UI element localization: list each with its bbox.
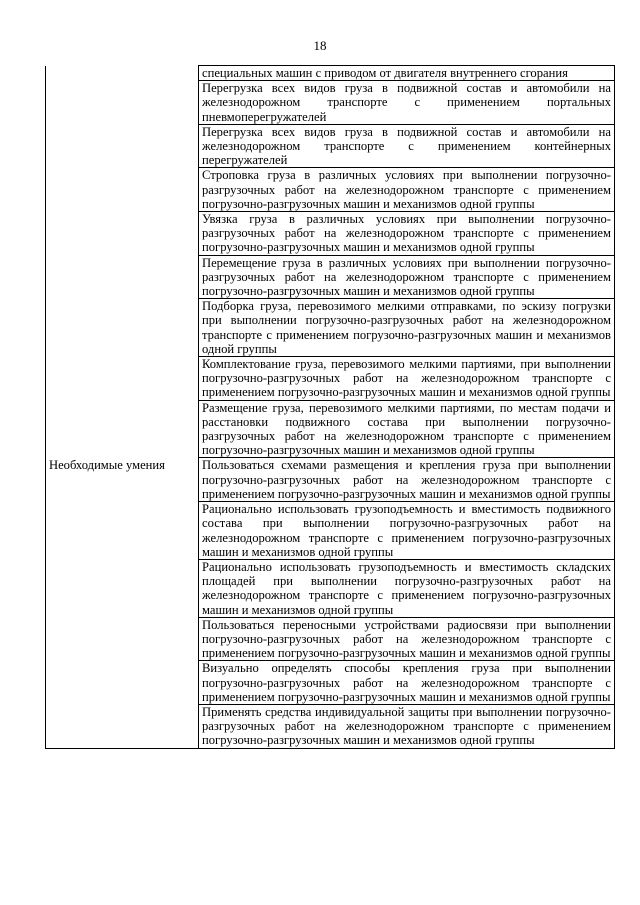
table-cell: Пользоваться схемами размещения и крепления груза при выполнении погрузочно-разгрузочных работ на железнодорожном транспорте с применением погрузочно-разгрузочных машин и механизмов одной группы bbox=[199, 458, 615, 502]
table-cell: Визуально определять способы крепления груза при выполнении погрузочно-разгрузочных работ на железнодорожном транспорте с применением погрузочно-разгрузочных машин и механизмов одной группы bbox=[199, 661, 615, 705]
table-cell: Строповка груза в различных условиях при выполнении погрузочно-разгрузочных работ на железнодорожном транспорте с применением погрузочно-разгрузочных машин и механизмов одной группы bbox=[199, 168, 615, 212]
table-cell: Применять средства индивидуальной защиты при выполнении погрузочно-разгрузочных работ на железнодорожном транспорте с применением погрузочно-разгрузочных машин и механизмов одной группы bbox=[199, 704, 615, 748]
table-cell: Подборка груза, перевозимого мелкими отправками, по эскизу погрузки при выполнении погрузочно-разгрузочных работ на железнодорожном транспорте с применением погрузочно-разгрузочных машин и механизмов одной группы bbox=[199, 299, 615, 357]
table-cell: Перегрузка всех видов груза в подвижной состав и автомобили на железнодорожном транспорте с применением контейнерных перегружателей bbox=[199, 124, 615, 168]
table-cell: специальных машин с приводом от двигателя внутреннего сгорания bbox=[199, 66, 615, 81]
table-cell: Перемещение груза в различных условиях при выполнении погрузочно-разгрузочных работ на железнодорожном транспорте с применением погрузочно-разгрузочных машин и механизмов одной группы bbox=[199, 255, 615, 299]
skills-label: Необходимые умения bbox=[46, 458, 199, 748]
page-number: 18 bbox=[313, 38, 327, 53]
table-cell: Увязка груза в различных условиях при выполнении погрузочно-разгрузочных работ на железнодорожном транспорте с применением погрузочно-разгрузочных машин и механизмов одной группы bbox=[199, 212, 615, 256]
table-row bbox=[46, 66, 615, 81]
row-label-cell-empty bbox=[46, 66, 199, 458]
table-cell: Комплектование груза, перевозимого мелкими партиями, при выполнении погрузочно-разгрузочных работ на железнодорожном транспорте с применением погрузочно-разгрузочных машин и механизмов одной группы bbox=[199, 357, 615, 401]
table-row bbox=[46, 458, 615, 502]
table-cell: Рационально использовать грузоподъемность и вместимость складских площадей при выполнении погрузочно-разгрузочных работ на железнодорожном транспорте с применением погрузочно-разгрузочных машин и механизмов одной группы bbox=[199, 559, 615, 617]
table-cell: Перегрузка всех видов груза в подвижной состав и автомобили на железнодорожном транспорте с применением портальных пневмоперегружателей bbox=[199, 81, 615, 125]
table-cell: Рационально использовать грузоподъемность и вместимость подвижного состава при выполнении погрузочно-разгрузочных работ на железнодорожном транспорте с применением погрузочно-разгрузочных машин и механизмов одной группы bbox=[199, 502, 615, 560]
requirements-table bbox=[45, 65, 615, 749]
table-cell: Пользоваться переносными устройствами радиосвязи при выполнении погрузочно-разгрузочных работ на железнодорожном транспорте с применением погрузочно-разгрузочных машин и механизмов одной группы bbox=[199, 617, 615, 661]
table-cell: Размещение груза, перевозимого мелкими партиями, по местам подачи и расстановки подвижного состава при выполнении погрузочно-разгрузочных работ на железнодорожном транспорте с применением погрузочно-разгрузочных машин и механизмов одной группы bbox=[199, 400, 615, 458]
